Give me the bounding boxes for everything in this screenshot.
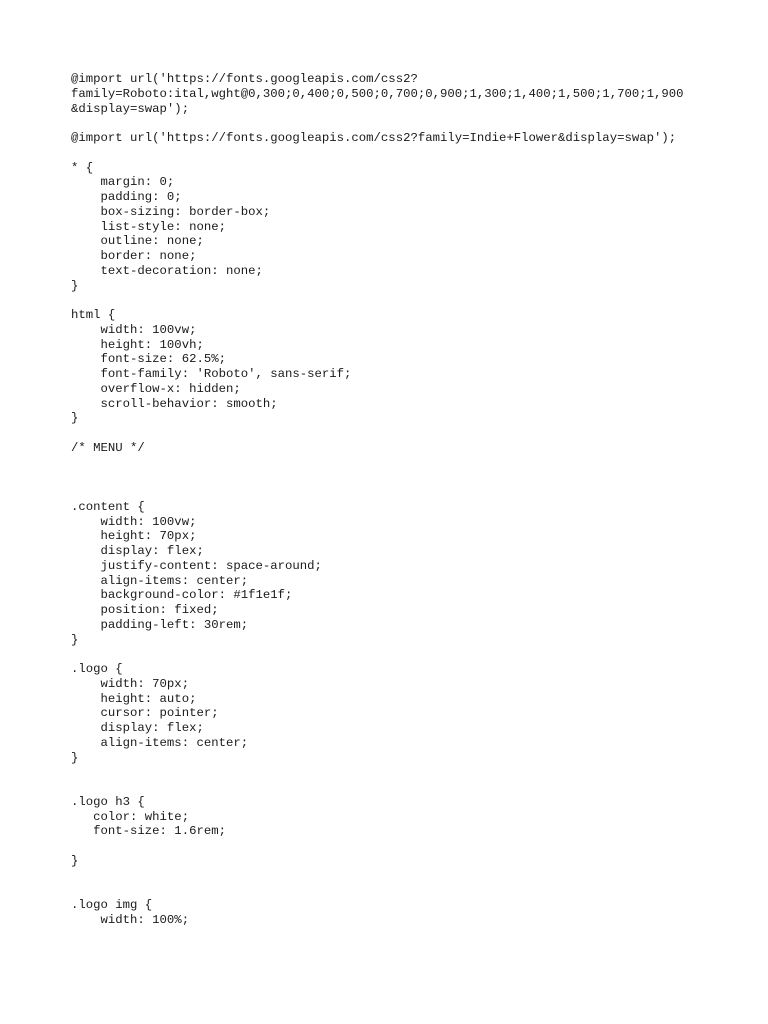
- code-line: [71, 116, 731, 131]
- code-line: height: 100vh;: [71, 337, 204, 352]
- code-line: width: 70px;: [71, 676, 190, 691]
- code-line: }: [71, 411, 79, 426]
- code-line: display: flex;: [71, 721, 204, 735]
- code-line: padding-left: 30rem;: [71, 617, 249, 632]
- code-line: .logo h3 {: [71, 794, 145, 809]
- code-line: [71, 839, 731, 854]
- code-line: margin: 0;: [71, 175, 175, 190]
- code-line: text-decoration: none;: [71, 263, 263, 278]
- document-page: [71, 72, 731, 928]
- code-line: html {: [71, 308, 116, 322]
- code-line: width: 100vw;: [71, 514, 197, 529]
- code-line: align-items: center;: [71, 573, 249, 588]
- code-line: [71, 470, 731, 485]
- code-line: /* MENU */: [71, 440, 145, 455]
- code-line: [71, 869, 731, 884]
- code-line: height: auto;: [71, 691, 197, 706]
- code-line: height: 70px;: [71, 529, 197, 544]
- code-line: background-color: #1f1e1f;: [71, 588, 293, 603]
- code-line: cursor: pointer;: [71, 706, 219, 721]
- code-line: box-sizing: border-box;: [71, 204, 271, 219]
- code-line: family=Roboto:ital,wght@0,300;0,400;0,500;0,700;0,900;1,300;1,400;1,500;1,700;1,900: [71, 86, 684, 101]
- code-line: * {: [71, 160, 94, 175]
- code-line: @import url('https://fonts.googleapis.com/css2?: [71, 72, 418, 86]
- code-line: color: white;: [71, 809, 190, 824]
- code-line: border: none;: [71, 249, 197, 263]
- code-line: list-style: none;: [71, 219, 226, 234]
- code-line: [71, 293, 731, 308]
- code-line: }: [71, 853, 79, 868]
- code-line: .logo {: [71, 662, 123, 676]
- code-line: scroll-behavior: smooth;: [71, 396, 278, 411]
- code-line: font-family: 'Roboto', sans-serif;: [71, 367, 352, 381]
- code-line: overflow-x: hidden;: [71, 381, 241, 396]
- code-line: font-size: 62.5%;: [71, 352, 226, 367]
- code-line: [71, 765, 731, 780]
- code-line: align-items: center;: [71, 735, 249, 750]
- code-line: display: flex;: [71, 544, 204, 558]
- code-line: font-size: 1.6rem;: [71, 824, 226, 839]
- code-line: }: [71, 750, 79, 765]
- code-line: [71, 485, 731, 500]
- code-line: [71, 146, 731, 161]
- code-line: width: 100%;: [71, 912, 190, 927]
- code-line: position: fixed;: [71, 603, 219, 617]
- code-line: [71, 456, 731, 471]
- code-line: @import url('https://fonts.googleapis.com/css2?family=Indie+Flower&display=swap');: [71, 131, 677, 145]
- code-line: .logo img {: [71, 898, 153, 912]
- code-line: width: 100vw;: [71, 322, 197, 337]
- code-line: [71, 426, 731, 441]
- code-line: }: [71, 278, 79, 293]
- code-line: &display=swap');: [71, 101, 190, 116]
- code-line: [71, 780, 731, 795]
- code-line: }: [71, 632, 79, 647]
- code-line: .content {: [71, 499, 145, 514]
- code-line: outline: none;: [71, 234, 204, 249]
- code-line: padding: 0;: [71, 190, 182, 204]
- code-line: [71, 883, 731, 898]
- code-line: [71, 647, 731, 662]
- code-line: justify-content: space-around;: [71, 558, 322, 573]
